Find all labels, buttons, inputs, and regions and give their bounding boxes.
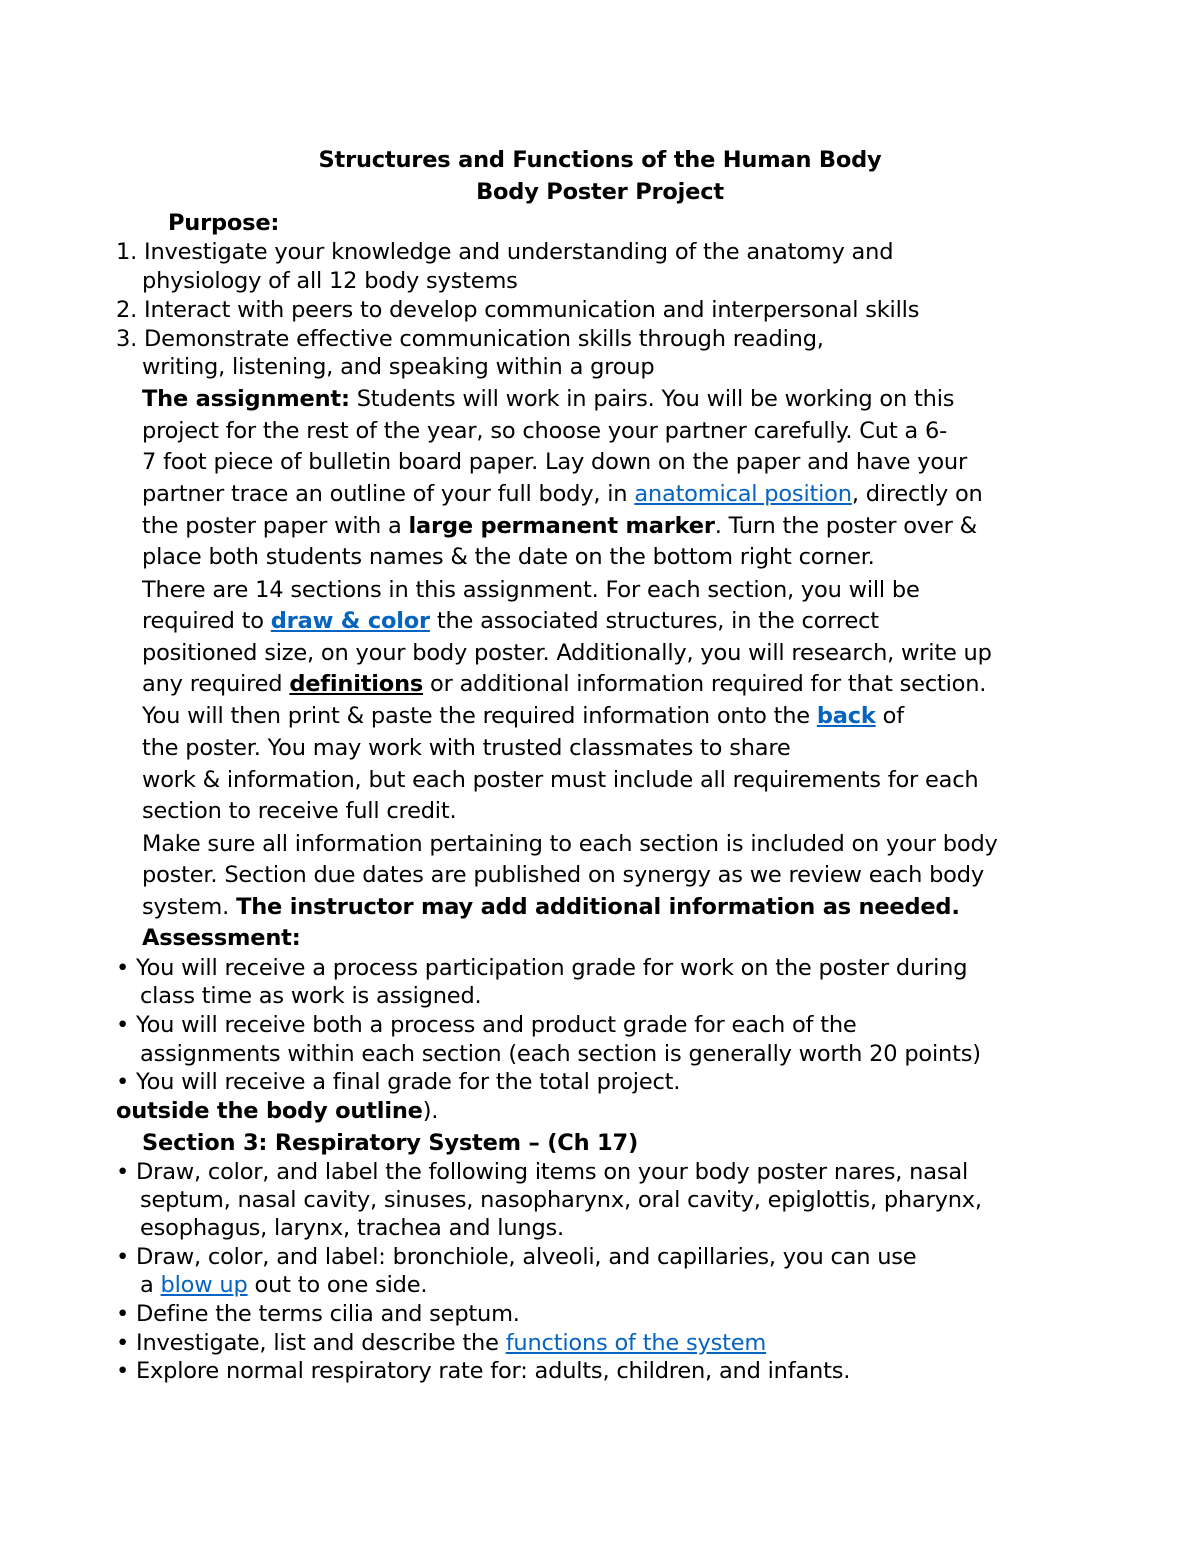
section-3-bullet-3 bbox=[116, 1300, 520, 1328]
purpose-item-1-cont: physiology of all 12 body systems bbox=[142, 268, 518, 294]
sections-line-1: There are 14 sections in this assignment. For each section, you will be bbox=[142, 577, 920, 603]
purpose-heading: Purpose: bbox=[168, 210, 280, 236]
bullet-icon: • bbox=[116, 1069, 130, 1095]
bullet-icon: • bbox=[116, 1244, 130, 1270]
sections-line-5 bbox=[142, 702, 904, 730]
sections-line-4 bbox=[142, 670, 986, 698]
sections-line-3: positioned size, on your body poster. Additionally, you will research, write up bbox=[142, 640, 992, 666]
info-line-1: Make sure all information pertaining to each section is included on your body bbox=[142, 831, 998, 857]
blow-up-link[interactable]: blow up bbox=[160, 1272, 248, 1298]
assessment-bullet-1-cont: class time as work is assigned. bbox=[140, 983, 482, 1009]
assessment-bullet-2 bbox=[116, 1011, 857, 1039]
assignment-text: , directly on bbox=[851, 481, 983, 507]
assignment-line-4 bbox=[142, 480, 983, 508]
section-3-bullet-2-cont bbox=[140, 1271, 427, 1299]
bullet-icon: • bbox=[116, 1159, 130, 1185]
bullet-text: Explore normal respiratory rate for: adults, children, and infants. bbox=[136, 1358, 851, 1384]
assignment-text: of bbox=[875, 703, 904, 729]
functions-of-the-system-link[interactable]: functions of the system bbox=[505, 1330, 767, 1356]
assignment-text: You will then print & paste the required information onto the bbox=[142, 703, 817, 729]
assignment-text: or additional information required for that section. bbox=[423, 671, 987, 697]
assignment-text: system. bbox=[142, 894, 237, 920]
back-link[interactable]: back bbox=[816, 703, 876, 729]
assignment-label: The assignment: bbox=[142, 386, 350, 412]
fragment-line bbox=[116, 1097, 438, 1125]
sections-line-7: work & information, but each poster must include all requirements for each bbox=[142, 767, 979, 793]
purpose-item-1 bbox=[116, 238, 893, 266]
section-3-bullet-1-cont-a: septum, nasal cavity, sinuses, nasopharynx, oral cavity, epiglottis, pharynx, bbox=[140, 1187, 982, 1213]
bullet-icon: • bbox=[116, 1358, 130, 1384]
anatomical-position-link[interactable]: anatomical position bbox=[634, 481, 852, 507]
assignment-text: the associated structures, in the correct bbox=[429, 608, 879, 634]
bullet-text: a bbox=[140, 1272, 161, 1298]
assessment-bullet-1 bbox=[116, 954, 967, 982]
bullet-icon: • bbox=[116, 1012, 130, 1038]
bullet-icon: • bbox=[116, 1301, 130, 1327]
bullet-text: You will receive a process participation grade for work on the poster during bbox=[136, 955, 968, 981]
assessment-bullet-3 bbox=[116, 1068, 680, 1096]
bullet-icon: • bbox=[116, 955, 130, 981]
list-number: 3. bbox=[116, 326, 145, 352]
emphasis-text: definitions bbox=[289, 671, 424, 697]
list-number: 2. bbox=[116, 297, 145, 323]
bullet-text: Define the terms cilia and septum. bbox=[136, 1301, 520, 1327]
bullet-text: out to one side. bbox=[247, 1272, 428, 1298]
sections-line-2 bbox=[142, 607, 879, 635]
list-number: 1. bbox=[116, 239, 145, 265]
assessment-heading: Assessment: bbox=[142, 925, 301, 951]
draw-color-link[interactable]: draw & color bbox=[270, 608, 430, 634]
assignment-line-2: project for the rest of the year, so choose your partner carefully. Cut a 6- bbox=[142, 418, 948, 444]
bullet-icon: • bbox=[116, 1330, 130, 1356]
assignment-line-5 bbox=[142, 512, 977, 540]
assignment-text: the poster paper with a bbox=[142, 513, 409, 539]
emphasis-text: large permanent marker bbox=[408, 513, 715, 539]
emphasis-text: outside the body outline bbox=[116, 1098, 423, 1124]
section-3-bullet-1 bbox=[116, 1158, 968, 1186]
bullet-text: You will receive both a process and product grade for each of the bbox=[136, 1012, 857, 1038]
assignment-text: any required bbox=[142, 671, 290, 697]
bullet-text: Draw, color, and label the following items on your body poster nares, nasal bbox=[136, 1159, 968, 1185]
sections-line-8: section to receive full credit. bbox=[142, 798, 457, 824]
assignment-text: required to bbox=[142, 608, 271, 634]
purpose-item-text: Interact with peers to develop communication and interpersonal skills bbox=[144, 297, 920, 323]
section-3-bullet-5 bbox=[116, 1357, 850, 1385]
info-line-3 bbox=[142, 893, 960, 921]
section-3-bullet-2 bbox=[116, 1243, 916, 1271]
assignment-line-6: place both students names & the date on the bottom right corner. bbox=[142, 544, 875, 570]
purpose-item-2 bbox=[116, 296, 919, 324]
bullet-text: You will receive a final grade for the total project. bbox=[136, 1069, 681, 1095]
assignment-text: partner trace an outline of your full body, in bbox=[142, 481, 635, 507]
assignment-line-1 bbox=[142, 385, 954, 413]
section-3-heading: Section 3: Respiratory System – (Ch 17) bbox=[142, 1130, 639, 1156]
assessment-bullet-2-cont: assignments within each section (each section is generally worth 20 points) bbox=[140, 1041, 981, 1067]
purpose-item-3-cont: writing, listening, and speaking within a group bbox=[142, 354, 655, 380]
purpose-item-3 bbox=[116, 325, 824, 353]
assignment-text: Students will work in pairs. You will be working on this bbox=[349, 386, 955, 412]
fragment-tail: ). bbox=[422, 1098, 439, 1124]
section-3-bullet-1-cont-b: esophagus, larynx, trachea and lungs. bbox=[140, 1215, 565, 1241]
info-line-2: poster. Section due dates are published on synergy as we review each body bbox=[142, 862, 984, 888]
bullet-text: Investigate, list and describe the bbox=[136, 1330, 506, 1356]
purpose-item-text: Demonstrate effective communication skills through reading, bbox=[144, 326, 824, 352]
emphasis-text: The instructor may add additional information as needed. bbox=[236, 894, 960, 920]
document-subtitle: Body Poster Project bbox=[476, 179, 724, 205]
section-3-bullet-4 bbox=[116, 1329, 766, 1357]
assignment-line-3: 7 foot piece of bulletin board paper. Lay down on the paper and have your bbox=[142, 449, 967, 475]
document-title: Structures and Functions of the Human Body bbox=[318, 147, 882, 173]
assignment-text: . Turn the poster over & bbox=[714, 513, 977, 539]
purpose-item-text: Investigate your knowledge and understanding of the anatomy and bbox=[144, 239, 894, 265]
bullet-text: Draw, color, and label: bronchiole, alveoli, and capillaries, you can use bbox=[136, 1244, 917, 1270]
sections-line-6: the poster. You may work with trusted classmates to share bbox=[142, 735, 791, 761]
